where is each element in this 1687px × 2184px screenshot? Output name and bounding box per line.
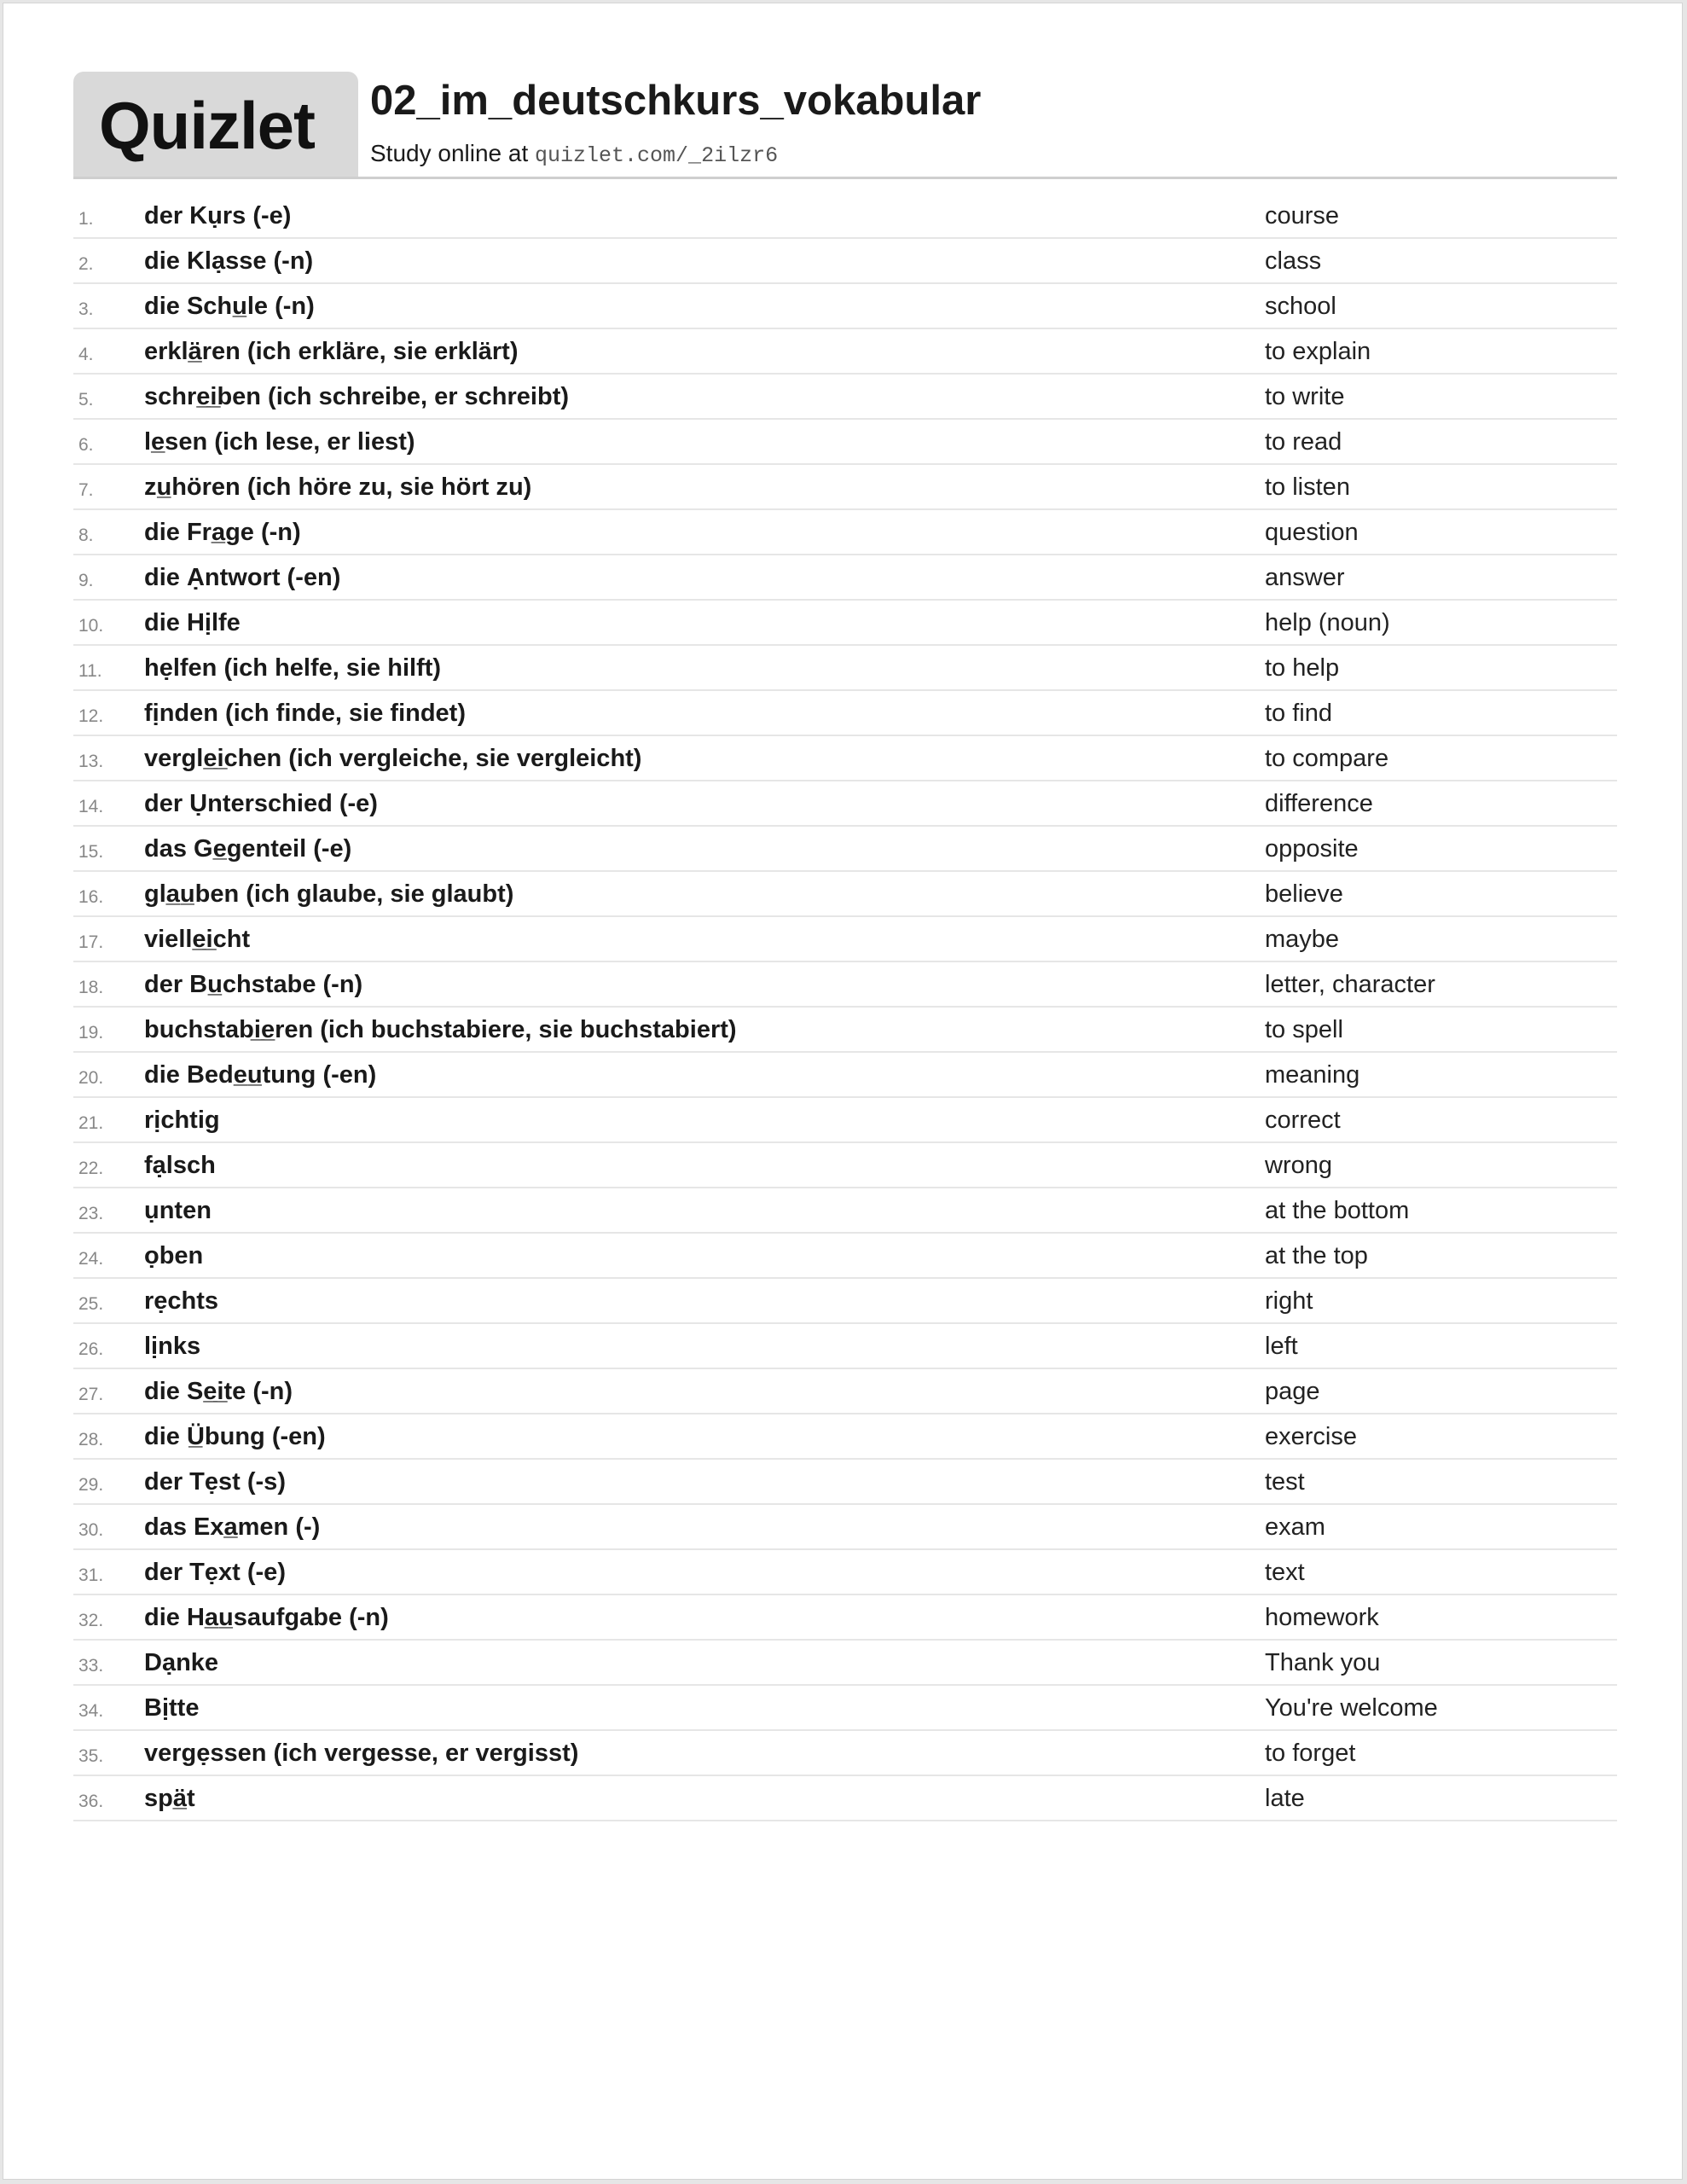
definition-text: opposite: [1265, 835, 1359, 863]
term-row: [73, 284, 1617, 329]
definition-text: left: [1265, 1333, 1298, 1360]
term-text: der Kụrs (-e): [144, 202, 292, 229]
term-number: 3.: [78, 299, 94, 319]
definition-text: text: [1265, 1559, 1305, 1586]
term-row: [73, 510, 1617, 555]
term-text: fạlsch: [144, 1152, 216, 1179]
term-number: 30.: [78, 1520, 104, 1540]
term-row: [73, 827, 1617, 872]
definition-text: letter, character: [1265, 971, 1435, 998]
logo-text: Quizlet: [99, 88, 316, 163]
term-number: 16.: [78, 887, 104, 907]
term-number: 28.: [78, 1430, 104, 1449]
term-text: spä̲t: [144, 1785, 195, 1812]
term-number: 21.: [78, 1113, 104, 1133]
term-text: die Hịlfe: [144, 609, 241, 636]
definition-text: You're welcome: [1265, 1694, 1438, 1722]
definition-text: correct: [1265, 1107, 1341, 1134]
definition-text: difference: [1265, 790, 1373, 817]
term-text: das Exa̲men (-): [144, 1513, 321, 1541]
term-number: 33.: [78, 1656, 104, 1676]
term-text: vergẹssen (ich vergesse, er vergisst): [144, 1740, 579, 1767]
term-row: [73, 1369, 1617, 1414]
definition-text: to compare: [1265, 745, 1389, 772]
term-number: 29.: [78, 1475, 104, 1495]
term-number: 36.: [78, 1792, 104, 1811]
term-text: hẹlfen (ich helfe, sie hilft): [144, 654, 442, 682]
term-number: 34.: [78, 1701, 104, 1721]
term-number: 31.: [78, 1565, 104, 1585]
term-text: Dạnke: [144, 1649, 219, 1676]
term-text: fịnden (ich finde, sie findet): [144, 700, 466, 727]
definition-text: class: [1265, 247, 1322, 275]
term-number: 7.: [78, 480, 94, 500]
term-text: Bịtte: [144, 1694, 200, 1722]
term-row: [73, 194, 1617, 239]
term-text: der Ụnterschied (-e): [144, 790, 378, 817]
term-row: [73, 555, 1617, 601]
term-text: die Ha̲u̲saufgabe (-n): [144, 1604, 389, 1631]
term-row: [73, 646, 1617, 691]
term-row: [73, 375, 1617, 420]
term-row: [73, 1641, 1617, 1686]
term-row: [73, 601, 1617, 646]
term-number: 24.: [78, 1249, 104, 1269]
term-row: [73, 465, 1617, 510]
definition-text: test: [1265, 1468, 1305, 1496]
definition-text: to forget: [1265, 1740, 1356, 1767]
definition-text: to read: [1265, 428, 1342, 456]
term-row: [73, 1505, 1617, 1550]
term-text: der Tẹst (-s): [144, 1468, 286, 1496]
term-row: [73, 1686, 1617, 1731]
term-number: 8.: [78, 526, 94, 545]
definition-text: late: [1265, 1785, 1305, 1812]
definition-text: right: [1265, 1287, 1313, 1315]
subtitle: [370, 140, 778, 168]
definition-text: to find: [1265, 700, 1332, 727]
term-text: rẹchts: [144, 1287, 219, 1315]
term-text: buchstabi̲e̲ren (ich buchstabiere, sie buchstabiert): [144, 1016, 737, 1043]
term-row: [73, 1098, 1617, 1143]
page-header: [73, 72, 1617, 179]
term-number: 17.: [78, 932, 104, 952]
term-number: 5.: [78, 390, 94, 410]
term-text: die Bede̲u̲tung (-en): [144, 1061, 377, 1089]
document-page: [3, 3, 1683, 2180]
term-number: 6.: [78, 435, 94, 455]
definition-text: at the bottom: [1265, 1197, 1410, 1224]
term-number: 14.: [78, 797, 104, 816]
term-text: erklä̲ren (ich erkläre, sie erklärt): [144, 338, 519, 365]
term-text: das Ge̲genteil (-e): [144, 835, 352, 863]
term-text: schre̲i̲ben (ich schreibe, er schreibt): [144, 383, 570, 410]
term-row: [73, 736, 1617, 781]
term-number: 13.: [78, 752, 104, 771]
term-number: 2.: [78, 254, 94, 274]
term-number: 1.: [78, 209, 94, 229]
term-text: der Bu̲chstabe (-n): [144, 971, 363, 998]
term-row: [73, 917, 1617, 962]
subtitle-prefix: Study online at: [370, 140, 536, 166]
term-number: 15.: [78, 842, 104, 862]
definition-text: wrong: [1265, 1152, 1332, 1179]
term-number: 25.: [78, 1294, 104, 1314]
term-text: die Fra̲ge (-n): [144, 519, 301, 546]
term-number: 11.: [78, 661, 102, 681]
term-row: [73, 1188, 1617, 1234]
term-row: [73, 691, 1617, 736]
term-row: [73, 1143, 1617, 1188]
term-number: 9.: [78, 571, 94, 590]
term-text: ụnten: [144, 1197, 212, 1224]
definition-text: meaning: [1265, 1061, 1360, 1089]
term-row: [73, 1053, 1617, 1098]
term-row: [73, 1776, 1617, 1821]
term-row: [73, 962, 1617, 1008]
set-title: 02_im_deutschkurs_vokabular: [370, 78, 982, 124]
definition-text: homework: [1265, 1604, 1379, 1631]
term-row: [73, 872, 1617, 917]
definition-text: exam: [1265, 1513, 1325, 1541]
term-number: 10.: [78, 616, 104, 636]
term-text: die Ü̲bung (-en): [144, 1423, 326, 1450]
term-text: die Klạsse (-n): [144, 247, 314, 275]
term-row: [73, 420, 1617, 465]
term-row: [73, 781, 1617, 827]
definition-text: to write: [1265, 383, 1345, 410]
definition-text: answer: [1265, 564, 1345, 591]
term-row: [73, 1279, 1617, 1324]
term-text: zu̲hören (ich höre zu, sie hört zu): [144, 473, 532, 501]
term-row: [73, 329, 1617, 375]
term-number: 4.: [78, 345, 94, 364]
term-row: [73, 1008, 1617, 1053]
term-number: 22.: [78, 1159, 104, 1178]
term-text: le̲sen (ich lese, er liest): [144, 428, 415, 456]
vocabulary-list: [73, 194, 1617, 1821]
term-number: 19.: [78, 1023, 104, 1043]
term-text: vergle̲i̲chen (ich vergleiche, sie vergleicht): [144, 745, 642, 772]
term-number: 23.: [78, 1204, 104, 1223]
definition-text: exercise: [1265, 1423, 1357, 1450]
term-row: [73, 1324, 1617, 1369]
term-row: [73, 1731, 1617, 1776]
term-row: [73, 1550, 1617, 1595]
term-number: 32.: [78, 1611, 104, 1630]
term-text: die Schu̲le (-n): [144, 293, 315, 320]
definition-text: maybe: [1265, 926, 1340, 953]
term-text: lịnks: [144, 1333, 201, 1360]
term-number: 12.: [78, 706, 104, 726]
study-url-link[interactable]: quizlet.com/_2ilzr6: [535, 143, 779, 168]
definition-text: question: [1265, 519, 1359, 546]
definition-text: to help: [1265, 654, 1340, 682]
term-text: rịchtig: [144, 1107, 220, 1134]
term-text: die Se̲i̲te (-n): [144, 1378, 293, 1405]
term-number: 26.: [78, 1339, 104, 1359]
term-number: 20.: [78, 1068, 104, 1088]
term-text: der Tẹxt (-e): [144, 1559, 286, 1586]
term-row: [73, 239, 1617, 284]
term-text: ọben: [144, 1242, 204, 1269]
term-row: [73, 1414, 1617, 1460]
term-text: die Ạntwort (-en): [144, 564, 341, 591]
term-text: vielle̲i̲cht: [144, 926, 251, 953]
definition-text: page: [1265, 1378, 1320, 1405]
definition-text: at the top: [1265, 1242, 1368, 1269]
term-row: [73, 1595, 1617, 1641]
definition-text: believe: [1265, 880, 1343, 908]
definition-text: school: [1265, 293, 1336, 320]
definition-text: Thank you: [1265, 1649, 1381, 1676]
definition-text: to spell: [1265, 1016, 1343, 1043]
term-number: 27.: [78, 1385, 104, 1404]
definition-text: course: [1265, 202, 1340, 229]
definition-text: to listen: [1265, 473, 1350, 501]
term-row: [73, 1234, 1617, 1279]
term-number: 18.: [78, 978, 104, 997]
definition-text: to explain: [1265, 338, 1371, 365]
term-number: 35.: [78, 1746, 104, 1766]
term-row: [73, 1460, 1617, 1505]
definition-text: help (noun): [1265, 609, 1390, 636]
term-text: gla̲u̲ben (ich glaube, sie glaubt): [144, 880, 514, 908]
quizlet-logo: [73, 72, 358, 177]
